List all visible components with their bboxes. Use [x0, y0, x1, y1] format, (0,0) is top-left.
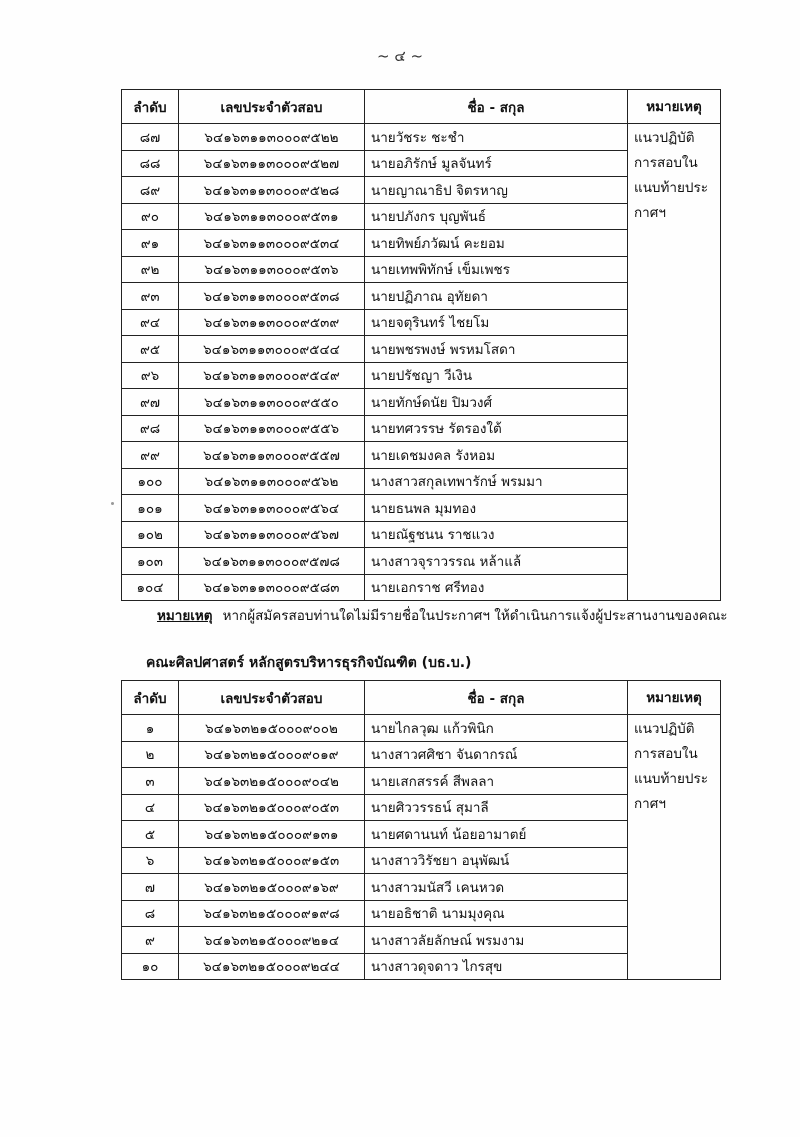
row-name: นายจตุรินทร์ ไชยโม [365, 309, 628, 336]
row-exam-id: ๖๔๑๖๓๑๑๓๐๐๐๙๕๕๖ [179, 415, 365, 442]
row-order: ๗ [122, 874, 179, 901]
row-order: ๙๙ [122, 442, 179, 469]
table-row [122, 124, 721, 151]
column-header-remark: หมายเหตุ [628, 90, 721, 124]
column-header-order: ลำดับ [122, 681, 179, 715]
row-name: นายวัชระ ชะชำ [365, 124, 628, 151]
row-order: ๘๘ [122, 150, 179, 177]
row-name: นายอธิชาติ นามมุงคุณ [365, 900, 628, 927]
row-order: ๘๙ [122, 177, 179, 204]
row-order: ๕ [122, 821, 179, 848]
row-name: นางสาวลัยลักษณ์ พรมงาม [365, 927, 628, 954]
row-name: นายพชรพงษ์ พรหมโสดา [365, 336, 628, 363]
row-name: นายปรัชญา วีเงิน [365, 362, 628, 389]
row-order: ๙๕ [122, 336, 179, 363]
scan-speck [111, 502, 114, 505]
row-name: นางสาวดุจดาว ไกรสุข [365, 953, 628, 980]
row-order: ๒ [122, 741, 179, 768]
row-exam-id: ๖๔๑๖๓๑๑๓๐๐๐๙๕๓๑ [179, 203, 365, 230]
row-name: นางสาวศศิชา จันดากรณ์ [365, 741, 628, 768]
row-exam-id: ๖๔๑๖๓๒๑๕๐๐๐๙๑๕๓ [179, 847, 365, 874]
remark-cell: แนวปฏิบัติการสอบในแนบท้ายประกาศฯ [628, 124, 721, 601]
table-body [122, 124, 721, 601]
column-header-order: ลำดับ [122, 90, 179, 124]
page-number: ~ ๔ ~ [376, 47, 424, 65]
row-exam-id: ๖๔๑๖๓๒๑๕๐๐๐๙๐๔๒ [179, 768, 365, 795]
row-name: นายปภังกร บุญพันธ์ [365, 203, 628, 230]
row-name: นายญาณาธิป จิตรหาญ [365, 177, 628, 204]
column-header-exam-id: เลขประจำตัวสอบ [179, 90, 365, 124]
row-order: ๙ [122, 927, 179, 954]
row-name: นายเสกสรรค์ สีพลลา [365, 768, 628, 795]
column-header-name: ชื่อ - สกุล [365, 681, 628, 715]
row-name: นายปฏิภาณ อุทัยดา [365, 283, 628, 310]
row-order: ๑๐๓ [122, 548, 179, 575]
row-name: นายเอกราช ศรีทอง [365, 574, 628, 601]
row-name: นายทักษ์ดนัย ปิมวงศ์ [365, 389, 628, 416]
note [157, 604, 728, 626]
row-order: ๑๐๔ [122, 574, 179, 601]
row-order: ๙๒ [122, 256, 179, 283]
row-exam-id: ๖๔๑๖๓๒๑๕๐๐๐๙๑๓๑ [179, 821, 365, 848]
row-order: ๙๓ [122, 283, 179, 310]
candidate-table-1 [121, 89, 721, 601]
note-text: หากผู้สมัครสอบท่านใดไม่มีรายชื่อในประกาศฯ ให้ดำเนินการแจ้งผู้ประสานงานของคณะ [222, 608, 728, 624]
table-body [122, 715, 721, 980]
row-name: นายศิววรรธน์ สุมาลี [365, 794, 628, 821]
column-header-exam-id: เลขประจำตัวสอบ [179, 681, 365, 715]
row-exam-id: ๖๔๑๖๓๑๑๓๐๐๐๙๕๓๔ [179, 230, 365, 257]
row-order: ๑๐๐ [122, 468, 179, 495]
column-header-name: ชื่อ - สกุล [365, 90, 628, 124]
row-exam-id: ๖๔๑๖๓๒๑๕๐๐๐๙๒๑๔ [179, 927, 365, 954]
row-exam-id: ๖๔๑๖๓๑๑๓๐๐๐๙๕๗๘ [179, 548, 365, 575]
row-name: นายศดานนท์ น้อยอามาตย์ [365, 821, 628, 848]
row-exam-id: ๖๔๑๖๓๑๑๓๐๐๐๙๕๕๗ [179, 442, 365, 469]
row-exam-id: ๖๔๑๖๓๑๑๓๐๐๐๙๕๖๔ [179, 495, 365, 522]
table-header-row [122, 90, 721, 124]
row-exam-id: ๖๔๑๖๓๑๑๓๐๐๐๙๕๒๘ [179, 177, 365, 204]
section-title: คณะศิลปศาสตร์ หลักสูตรบริหารธุรกิจบัณฑิต (บธ.บ.) [146, 655, 472, 671]
row-name: นายทิพย์ภวัฒน์ คะยอม [365, 230, 628, 257]
row-order: ๓ [122, 768, 179, 795]
row-name: นายเดชมงคล รังหอม [365, 442, 628, 469]
table-row [122, 715, 721, 742]
row-name: นายเทพพิทักษ์ เข็มเพชร [365, 256, 628, 283]
row-order: ๙๐ [122, 203, 179, 230]
row-order: ๘ [122, 900, 179, 927]
row-order: ๖ [122, 847, 179, 874]
note-label: หมายเหตุ [157, 608, 213, 624]
row-exam-id: ๖๔๑๖๓๑๑๓๐๐๐๙๕๓๘ [179, 283, 365, 310]
row-exam-id: ๖๔๑๖๓๑๑๓๐๐๐๙๕๒๗ [179, 150, 365, 177]
row-name: นายธนพล มุมทอง [365, 495, 628, 522]
row-exam-id: ๖๔๑๖๓๒๑๕๐๐๐๙๐๐๒ [179, 715, 365, 742]
row-name: นางสาววิรัชยา อนุพัฒน์ [365, 847, 628, 874]
row-exam-id: ๖๔๑๖๓๑๑๓๐๐๐๙๕๖๗ [179, 521, 365, 548]
row-order: ๑๐๒ [122, 521, 179, 548]
row-exam-id: ๖๔๑๖๓๒๑๕๐๐๐๙๑๙๘ [179, 900, 365, 927]
row-order: ๘๗ [122, 124, 179, 151]
column-header-remark: หมายเหตุ [628, 681, 721, 715]
row-order: ๙๑ [122, 230, 179, 257]
row-exam-id: ๖๔๑๖๓๑๑๓๐๐๐๙๕๔๔ [179, 336, 365, 363]
row-exam-id: ๖๔๑๖๓๑๑๓๐๐๐๙๕๒๒ [179, 124, 365, 151]
row-name: นางสาวสกุลเทพารักษ์ พรมมา [365, 468, 628, 495]
candidate-table-2 [121, 680, 721, 980]
row-name: นางสาวมนัสวี เคนหวด [365, 874, 628, 901]
row-order: ๑๐๑ [122, 495, 179, 522]
row-name: นางสาวจุราวรรณ หล้าแล้ [365, 548, 628, 575]
row-order: ๙๖ [122, 362, 179, 389]
row-order: ๑ [122, 715, 179, 742]
remark-cell: แนวปฏิบัติการสอบในแนบท้ายประกาศฯ [628, 715, 721, 980]
row-order: ๑๐ [122, 953, 179, 980]
row-order: ๔ [122, 794, 179, 821]
row-order: ๙๘ [122, 415, 179, 442]
row-name: นายณัฐชนน ราชแวง [365, 521, 628, 548]
row-exam-id: ๖๔๑๖๓๑๑๓๐๐๐๙๕๔๙ [179, 362, 365, 389]
row-exam-id: ๖๔๑๖๓๒๑๕๐๐๐๙๐๕๓ [179, 794, 365, 821]
row-order: ๙๗ [122, 389, 179, 416]
row-name: นายทศวรรษ รัตรองใต้ [365, 415, 628, 442]
row-exam-id: ๖๔๑๖๓๒๑๕๐๐๐๙๐๑๙ [179, 741, 365, 768]
row-exam-id: ๖๔๑๖๓๑๑๓๐๐๐๙๕๓๙ [179, 309, 365, 336]
row-exam-id: ๖๔๑๖๓๒๑๕๐๐๐๙๑๖๙ [179, 874, 365, 901]
row-name: นายไกลวุฒ แก้วพินิก [365, 715, 628, 742]
row-exam-id: ๖๔๑๖๓๑๑๓๐๐๐๙๕๕๐ [179, 389, 365, 416]
row-exam-id: ๖๔๑๖๓๑๑๓๐๐๐๙๕๘๓ [179, 574, 365, 601]
row-order: ๙๔ [122, 309, 179, 336]
row-exam-id: ๖๔๑๖๓๑๑๓๐๐๐๙๕๓๖ [179, 256, 365, 283]
table-header-row [122, 681, 721, 715]
row-name: นายอภิรักษ์ มูลจันทร์ [365, 150, 628, 177]
row-exam-id: ๖๔๑๖๓๒๑๕๐๐๐๙๒๔๔ [179, 953, 365, 980]
row-exam-id: ๖๔๑๖๓๑๑๓๐๐๐๙๕๖๒ [179, 468, 365, 495]
